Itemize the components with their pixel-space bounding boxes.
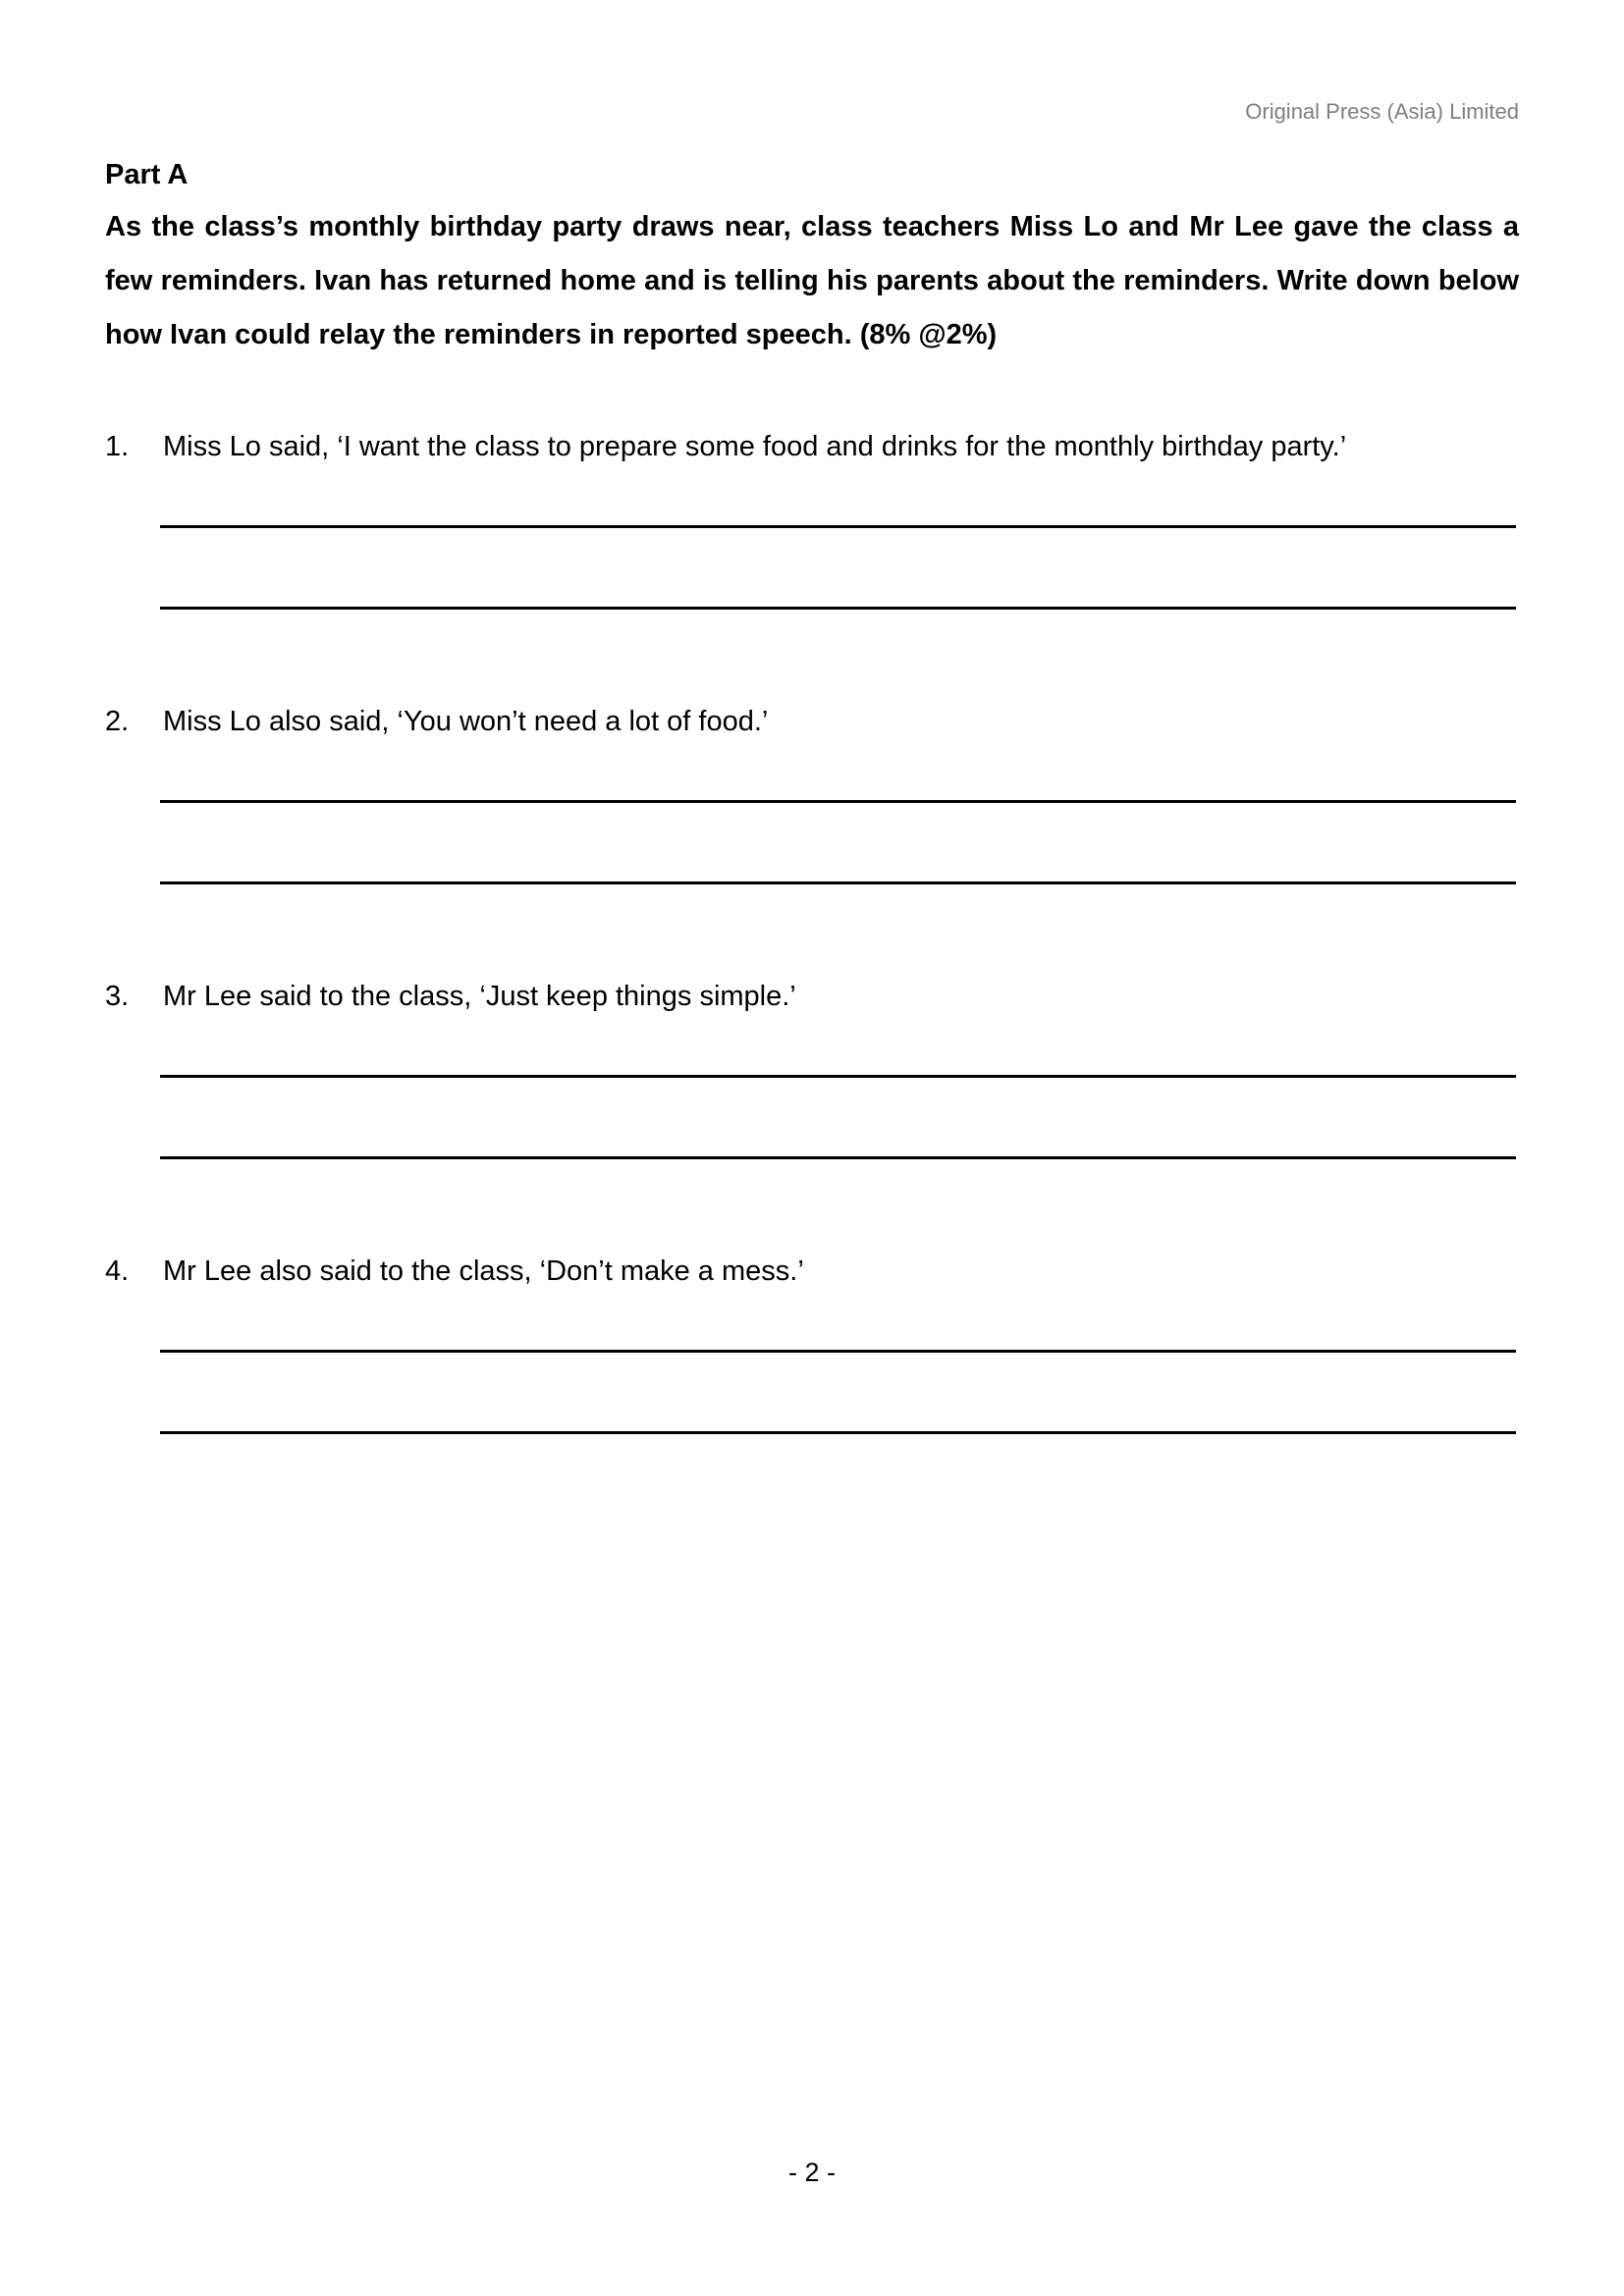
answer-line-2[interactable] (160, 607, 1516, 610)
question-item-2 (105, 704, 1519, 884)
question-number: 2. (105, 706, 130, 737)
question-number: 3. (105, 981, 130, 1012)
answer-line-1[interactable] (160, 1075, 1516, 1078)
question-prompt (105, 429, 1519, 464)
answer-line-2[interactable] (160, 1156, 1516, 1159)
question-text: Miss Lo also said, ‘You won’t need a lot of food.’ (163, 706, 769, 737)
publisher-header: Original Press (Asia) Limited (1245, 99, 1519, 124)
page-number: - 2 - (787, 2158, 836, 2187)
question-list (105, 429, 1519, 1434)
question-prompt (105, 704, 1519, 739)
answer-line-2[interactable] (160, 881, 1516, 884)
section-title: Part A (105, 159, 189, 190)
answer-line-1[interactable] (160, 525, 1516, 528)
question-item-3 (105, 979, 1519, 1159)
answer-line-2[interactable] (160, 1431, 1516, 1434)
question-item-4 (105, 1254, 1519, 1434)
answer-line-1[interactable] (160, 1350, 1516, 1353)
question-item-1 (105, 429, 1519, 610)
question-number: 4. (105, 1255, 130, 1287)
instructions-paragraph: As the class’s monthly birthday party draws near, class teachers Miss Lo and Mr Lee gave the class a few reminders. Ivan has returned home and is telling his parents about the reminders. Write down below how Ivan could relay the reminders in reported speech. (8% @2%) (105, 211, 1519, 350)
question-number: 1. (105, 431, 130, 462)
question-prompt (105, 1254, 1519, 1289)
question-prompt (105, 979, 1519, 1014)
question-text: Mr Lee said to the class, ‘Just keep things simple.’ (163, 981, 796, 1012)
question-text: Mr Lee also said to the class, ‘Don’t make a mess.’ (163, 1255, 804, 1287)
answer-line-1[interactable] (160, 800, 1516, 803)
question-text: Miss Lo said, ‘I want the class to prepare some food and drinks for the monthly birthday party.’ (163, 431, 1347, 462)
